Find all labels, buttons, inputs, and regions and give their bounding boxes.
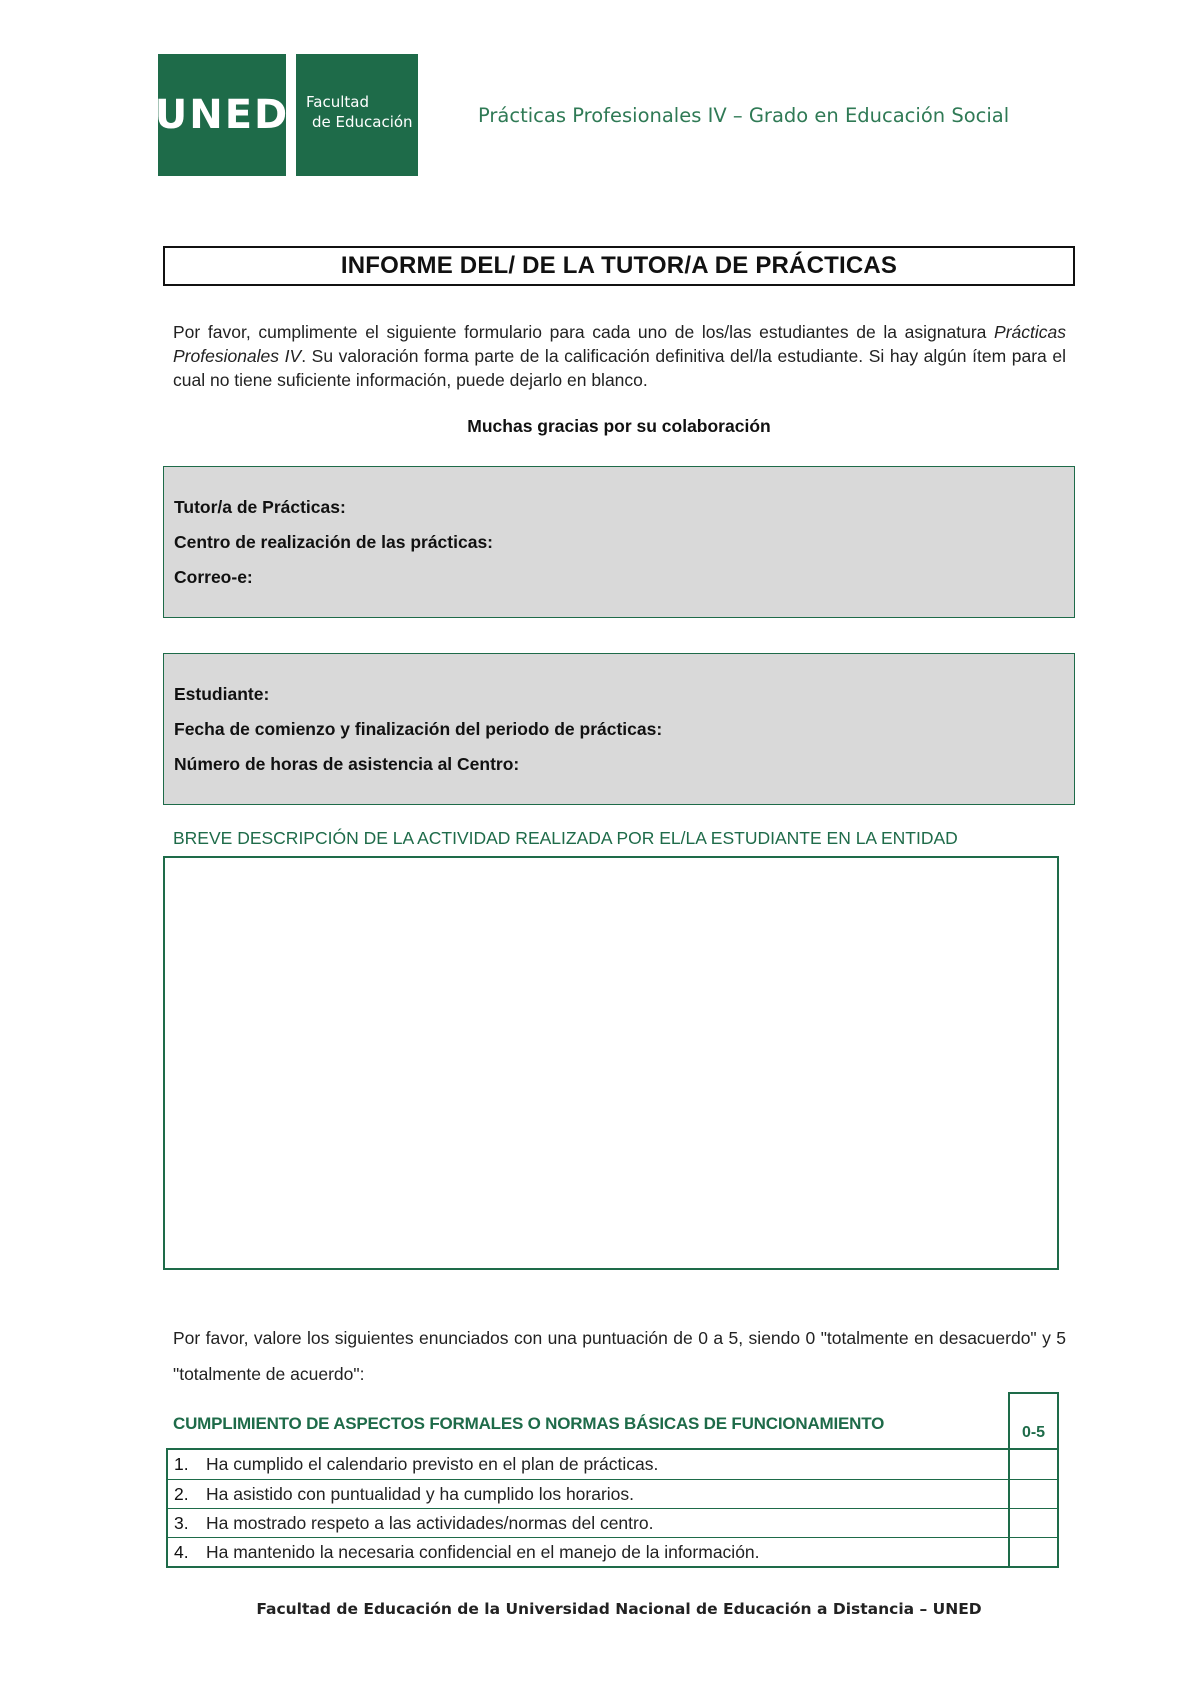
item-number: 3. xyxy=(174,1513,189,1533)
score-column-header: 0-5 xyxy=(1008,1392,1059,1448)
page-footer: Facultad de Educación de la Universidad Nacional de Educación a Distancia – UNED xyxy=(256,1600,982,1618)
dates-label: Fecha de comienzo y finalización del periodo de prácticas: xyxy=(174,719,663,739)
intro-text-1: Por favor, cumplimente el siguiente formulario para cada uno de los/las estudiantes de la asignatura xyxy=(173,322,995,342)
item-number: 1. xyxy=(174,1454,189,1474)
table-row xyxy=(168,1508,1057,1537)
faculty-line2: de Educación xyxy=(312,113,413,131)
item-text: Ha asistido con puntualidad y ha cumplido los horarios. xyxy=(206,1484,635,1504)
item-text: Ha cumplido el calendario previsto en el plan de prácticas. xyxy=(206,1454,659,1474)
email-label: Correo-e: xyxy=(174,567,253,587)
rating-instructions: Por favor, valore los siguientes enunciados con una puntuación de 0 a 5, siendo 0 "totalmente en desacuerdo" y 5 "totalmente de acuerdo": xyxy=(173,1328,1066,1384)
rating-table-body xyxy=(166,1448,1059,1568)
description-heading: BREVE DESCRIPCIÓN DE LA ACTIVIDAD REALIZADA POR EL/LA ESTUDIANTE EN LA ENTIDAD xyxy=(173,828,958,848)
tutor-label: Tutor/a de Prácticas: xyxy=(174,497,346,517)
description-text-area[interactable] xyxy=(163,856,1059,1270)
table-row xyxy=(168,1479,1057,1508)
table-row xyxy=(168,1450,1057,1479)
score-cell[interactable] xyxy=(1008,1450,1057,1479)
logo-text: UNED xyxy=(154,92,290,138)
hours-label: Número de horas de asistencia al Centro: xyxy=(174,754,520,774)
center-label: Centro de realización de las prácticas: xyxy=(174,532,494,552)
form-title: INFORME DEL/ DE LA TUTOR/A DE PRÁCTICAS xyxy=(340,252,898,279)
intro-course-name: Prácticas Profesionales IV xyxy=(173,322,1066,366)
intro-paragraph xyxy=(173,320,1066,392)
tutor-info-box[interactable] xyxy=(163,466,1075,618)
rating-table xyxy=(166,1392,1059,1568)
uned-logo xyxy=(154,54,418,176)
item-number: 2. xyxy=(174,1484,189,1504)
rating-section-heading: CUMPLIMIENTO DE ASPECTOS FORMALES O NORMAS BÁSICAS DE FUNCIONAMIENTO xyxy=(173,1414,885,1433)
item-text: Ha mostrado respeto a las actividades/normas del centro. xyxy=(206,1513,654,1533)
item-number: 4. xyxy=(174,1542,189,1562)
student-info-box[interactable] xyxy=(163,653,1075,805)
item-text: Ha mantenido la necesaria confidencial en el manejo de la información. xyxy=(206,1542,760,1562)
score-cell[interactable] xyxy=(1008,1480,1057,1508)
header-title: Prácticas Profesionales IV – Grado en Educación Social xyxy=(478,104,1010,127)
faculty-line1: Facultad xyxy=(306,93,369,111)
uned-logo-mark xyxy=(154,54,290,176)
score-cell[interactable] xyxy=(1008,1509,1057,1537)
thanks-text: Muchas gracias por su colaboración xyxy=(467,416,771,436)
table-row xyxy=(168,1537,1057,1566)
form-title-box xyxy=(163,246,1075,286)
rating-table-header xyxy=(166,1392,1059,1448)
student-label: Estudiante: xyxy=(174,684,270,704)
faculty-logo-mark xyxy=(296,54,418,176)
score-cell[interactable] xyxy=(1008,1538,1057,1566)
intro-text-2: . Su valoración forma parte de la calificación definitiva del/la estudiante. Si hay algún ítem para el cual no tiene suficiente información, puede dejarlo en blanco. xyxy=(173,346,1066,390)
